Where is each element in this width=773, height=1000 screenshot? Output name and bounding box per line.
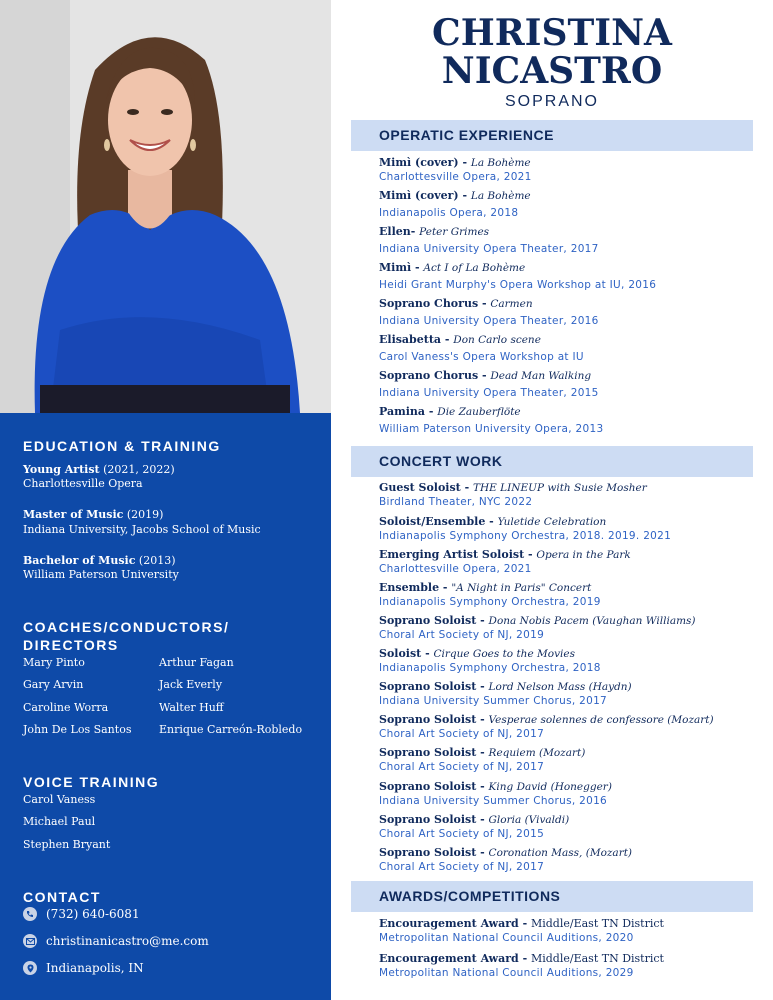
education-title: EDUCATION & TRAINING [23, 438, 221, 454]
entry-org: Indianapolis Opera, 2018 [379, 207, 519, 219]
contact-phone[interactable] [23, 907, 140, 921]
entry-role: Soprano Soloist - [379, 713, 489, 726]
entry-org: Choral Art Society of NJ, 2017 [379, 861, 545, 873]
coach-name: Arthur Fagan [159, 656, 234, 669]
concert-entry [379, 779, 759, 809]
location-pin-icon [23, 961, 37, 975]
entry-org: Indiana University Opera Theater, 2016 [379, 315, 599, 327]
entry-work: La Bohème [470, 157, 531, 169]
phone-number: (732) 640-6081 [46, 907, 140, 921]
concert-entry [379, 845, 759, 875]
entry-org: William Paterson University Opera, 2013 [379, 423, 604, 435]
entry-role: Guest Soloist - [379, 481, 473, 494]
entry-org: Indiana University Opera Theater, 2015 [379, 387, 599, 399]
education-item [23, 554, 175, 568]
entry-role: Mimì - [379, 261, 424, 274]
opera-entry [379, 155, 759, 185]
section-title: CONCERT WORK [379, 453, 503, 469]
opera-entry [379, 332, 759, 365]
email-address: christinanicastro@me.com [46, 934, 209, 948]
entry-work: "A Night in Paris" Concert [451, 582, 592, 594]
entry-role: Emerging Artist Soloist - [379, 548, 537, 561]
entry-role: Soprano Soloist - [379, 846, 489, 859]
concert-entry [379, 480, 759, 510]
teacher-name: Stephen Bryant [23, 838, 111, 851]
concert-entry [379, 613, 759, 643]
entry-org: Carol Vaness's Opera Workshop at IU [379, 351, 584, 363]
entry-work: THE LINEUP with Susie Mosher [472, 482, 647, 494]
section-title: OPERATIC EXPERIENCE [379, 127, 554, 143]
concert-entry [379, 679, 759, 709]
entry-role: Soprano Soloist - [379, 813, 489, 826]
concert-entry [379, 812, 759, 842]
entry-role: Pamina - [379, 405, 438, 418]
concert-entry [379, 646, 759, 676]
section-header-concert [351, 446, 753, 477]
name-first: CHRISTINA [432, 12, 672, 54]
education-item [23, 463, 175, 477]
coaches-title-line2: DIRECTORS [23, 637, 119, 653]
entry-work: Peter Grimes [419, 226, 490, 238]
entry-role: Soloist - [379, 647, 434, 660]
degree-years: (2019) [123, 508, 164, 521]
name-last: NICASTRO [441, 50, 663, 92]
entry-org: Charlottesville Opera, 2021 [379, 171, 532, 183]
contact-email[interactable] [23, 934, 209, 948]
degree-years: (2013) [135, 554, 176, 567]
degree-title: Young Artist [23, 463, 100, 476]
entry-role: Encouragement Award - [379, 917, 531, 930]
entry-org: Choral Art Society of NJ, 2017 [379, 728, 545, 740]
entry-org: Heidi Grant Murphy's Opera Workshop at IU, 2016 [379, 279, 657, 291]
entry-work: Dead Man Walking [490, 370, 592, 382]
voice-type: SOPRANO [504, 93, 599, 110]
entry-work: Vesperae solennes de confessore (Mozart) [488, 714, 714, 726]
entry-work: Requiem (Mozart) [488, 747, 586, 759]
opera-entry [379, 188, 759, 221]
concert-entry [379, 712, 759, 742]
coaches-title-line1: COACHES/CONDUCTORS/ [23, 619, 230, 635]
entry-work: Cirque Goes to the Movies [433, 648, 575, 660]
opera-entry [379, 296, 759, 329]
entry-work: Opera in the Park [536, 549, 631, 561]
entry-work: Dona Nobis Pacem (Vaughan Williams) [488, 615, 696, 627]
entry-work: Lord Nelson Mass (Haydn) [488, 681, 632, 693]
entry-org: Indiana University Summer Chorus, 2017 [379, 695, 608, 707]
entry-role: Ensemble - [379, 581, 452, 594]
concert-entry [379, 514, 759, 544]
entry-work: Coronation Mass, (Mozart) [488, 847, 633, 859]
contact-title: CONTACT [23, 889, 101, 905]
section-title: AWARDS/COMPETITIONS [379, 888, 561, 904]
entry-work: Middle/East TN District [530, 952, 664, 965]
entry-work: Don Carlo scene [453, 334, 541, 346]
school-name: Indiana University, Jacobs School of Music [23, 523, 261, 536]
coach-name: Jack Everly [159, 678, 223, 691]
sidebar [0, 0, 331, 1000]
coach-name: Mary Pinto [23, 656, 85, 669]
entry-org: Indianapolis Symphony Orchestra, 2018 [379, 662, 601, 674]
entry-org: Choral Art Society of NJ, 2017 [379, 761, 545, 773]
entry-role: Mimì (cover) - [379, 156, 471, 169]
degree-years: (2021, 2022) [99, 463, 175, 476]
award-entry [379, 951, 759, 981]
entry-role: Soprano Soloist - [379, 614, 489, 627]
email-icon [23, 934, 37, 948]
award-entry [379, 916, 759, 946]
entry-work: La Bohème [470, 190, 531, 202]
entry-work: Gloria (Vivaldi) [488, 814, 570, 826]
teacher-name: Michael Paul [23, 815, 96, 828]
section-header-awards [351, 881, 753, 912]
entry-org: Charlottesville Opera, 2021 [379, 563, 532, 575]
entry-org: Metropolitan National Council Auditions, 2029 [379, 967, 634, 979]
coach-name: John De Los Santos [23, 723, 132, 736]
concert-entry [379, 745, 759, 775]
entry-work: Carmen [490, 298, 533, 310]
entry-role: Elisabetta - [379, 333, 454, 346]
entry-role: Soloist/Ensemble - [379, 515, 498, 528]
entry-org: Metropolitan National Council Auditions, 2020 [379, 932, 634, 944]
entry-role: Soprano Soloist - [379, 680, 489, 693]
section-header-opera [351, 120, 753, 151]
entry-org: Indiana University Summer Chorus, 2016 [379, 795, 608, 807]
teacher-name: Carol Vaness [23, 793, 96, 806]
voice-training-title: VOICE TRAINING [23, 774, 160, 790]
entry-work: Middle/East TN District [530, 917, 664, 930]
opera-entry [379, 224, 759, 257]
phone-icon [23, 907, 37, 921]
concert-entry [379, 580, 759, 610]
coach-name: Gary Arvin [23, 678, 84, 691]
entry-role: Soprano Soloist - [379, 746, 489, 759]
opera-entry [379, 404, 759, 437]
entry-work: Act I of La Bohème [423, 262, 526, 274]
entry-role: Mimì (cover) - [379, 189, 471, 202]
concert-entry [379, 547, 759, 577]
opera-entry [379, 368, 759, 401]
school-name: William Paterson University [23, 568, 179, 581]
degree-title: Bachelor of Music [23, 554, 136, 567]
entry-role: Soprano Chorus - [379, 297, 491, 310]
location-text: Indianapolis, IN [46, 961, 144, 975]
entry-role: Soprano Soloist - [379, 780, 489, 793]
profile-photo [0, 0, 331, 413]
school-name: Charlottesville Opera [23, 477, 143, 490]
entry-org: Indiana University Opera Theater, 2017 [379, 243, 599, 255]
coach-name: Caroline Worra [23, 701, 109, 714]
entry-org: Choral Art Society of NJ, 2019 [379, 629, 545, 641]
entry-work: Die Zauberflöte [437, 406, 521, 418]
entry-org: Indianapolis Symphony Orchestra, 2019 [379, 596, 601, 608]
entry-org: Indianapolis Symphony Orchestra, 2018. 2019. 2021 [379, 530, 672, 542]
education-item [23, 508, 163, 522]
entry-role: Encouragement Award - [379, 952, 531, 965]
entry-org: Birdland Theater, NYC 2022 [379, 496, 533, 508]
entry-role: Ellen- [379, 225, 420, 238]
coach-name: Enrique Carreón-Robledo [159, 723, 303, 736]
opera-entry [379, 260, 759, 293]
entry-work: Yuletide Celebration [497, 516, 607, 528]
coach-name: Walter Huff [159, 701, 224, 714]
entry-work: King David (Honegger) [488, 781, 612, 793]
contact-location [23, 961, 144, 975]
degree-title: Master of Music [23, 508, 124, 521]
entry-org: Choral Art Society of NJ, 2015 [379, 828, 545, 840]
entry-role: Soprano Chorus - [379, 369, 491, 382]
